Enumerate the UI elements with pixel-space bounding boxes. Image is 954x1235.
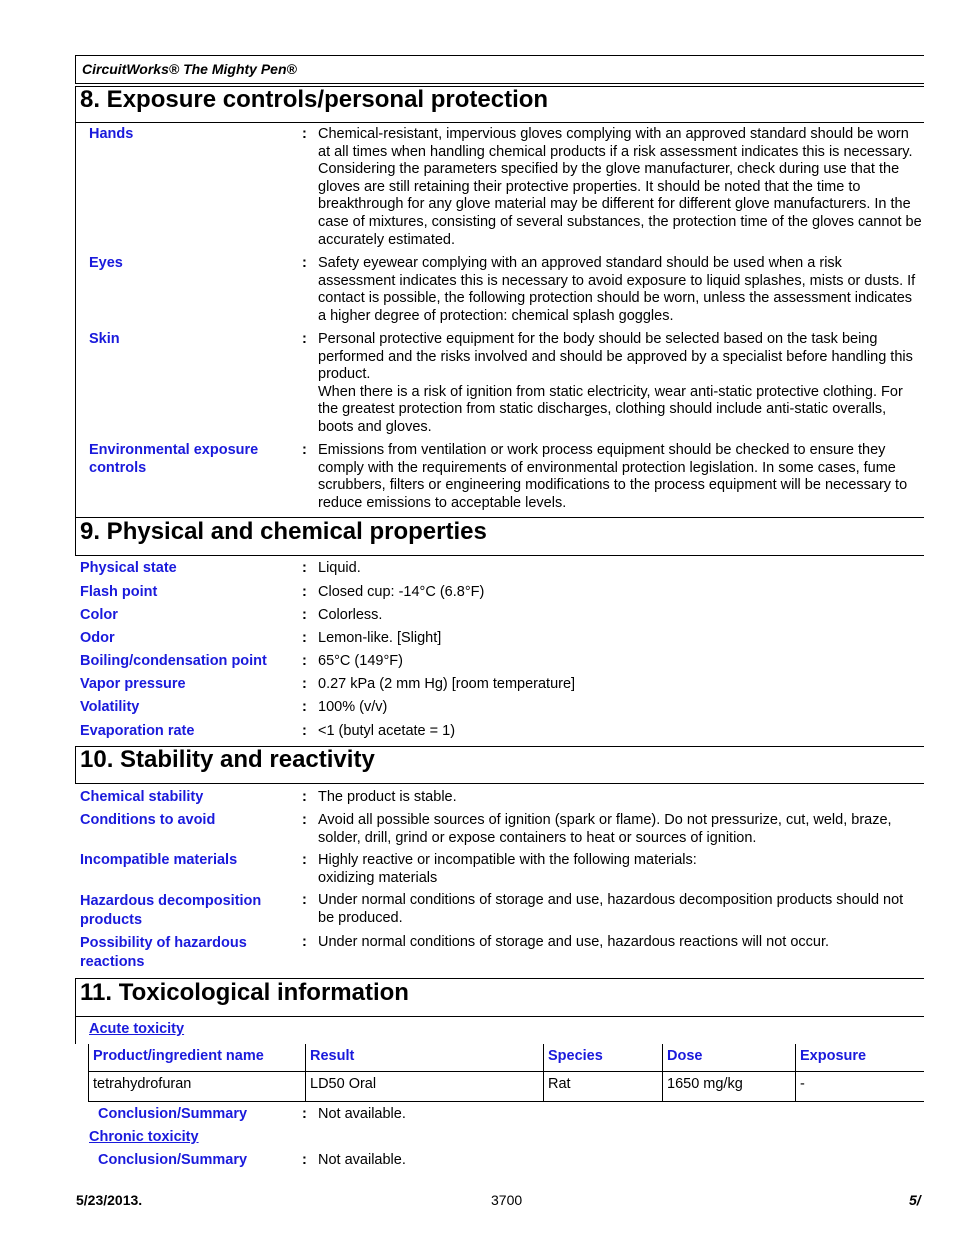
colon: : xyxy=(302,892,307,908)
value-color: Colorless. xyxy=(318,607,383,623)
colon: : xyxy=(302,1152,307,1168)
label-color: Color xyxy=(80,607,118,623)
value-incompatible-materials-part2: oxidizing materials xyxy=(318,869,438,886)
footer-code: 3700 xyxy=(491,1192,523,1208)
product-header xyxy=(75,55,924,84)
colon: : xyxy=(302,1106,307,1122)
value-hazardous-decomposition-products: Under normal conditions of storage and use, hazardous decomposition products should not be produced. xyxy=(318,892,904,926)
section-8-title: 8. Exposure controls/personal protection xyxy=(80,86,549,113)
colon: : xyxy=(302,676,307,692)
value-possibility-of-hazardous-reactions: Under normal conditions of storage and use, hazardous reactions will not occur. xyxy=(318,934,830,950)
value-evaporation-rate: <1 (butyl acetate = 1) xyxy=(318,723,456,739)
section-9-title: 9. Physical and chemical properties xyxy=(80,518,487,545)
colon: : xyxy=(302,852,307,868)
value-chronic-conclusion-summary: Not available. xyxy=(318,1152,406,1168)
acute-toxicity-table xyxy=(88,1044,924,1102)
product-name: CircuitWorks® The Mighty Pen® xyxy=(82,61,297,77)
table-header-cell: Dose xyxy=(663,1044,796,1072)
colon: : xyxy=(302,584,307,600)
colon: : xyxy=(302,723,307,739)
colon: : xyxy=(302,331,307,347)
label-conclusion-summary: Conclusion/Summary xyxy=(98,1106,248,1122)
table-cell: Rat xyxy=(544,1072,663,1102)
table-cell: LD50 Oral xyxy=(306,1072,544,1102)
value-volatility: 100% (v/v) xyxy=(318,699,388,715)
colon: : xyxy=(302,699,307,715)
section-11-title: 11. Toxicological information xyxy=(80,979,409,1006)
colon: : xyxy=(302,442,307,458)
section-11-header xyxy=(75,978,924,1017)
colon: : xyxy=(302,560,307,576)
value-physical-state: Liquid. xyxy=(318,560,361,576)
colon: : xyxy=(302,255,307,271)
section-8-header xyxy=(75,86,924,123)
value-hands: Chemical-resistant, impervious gloves complying with an approved standard should be worn at all times when handling chemical products if a risk assessment indicates this is necessary. Considering the parameters specified by the glove manufacturer, check during use that the gloves are still retaining their protective properties. It should be noted that the time to breakthrough for any glove material may be different for different glove manufacturers. In the case of mixtures, consisting of several substances, the protection time of the gloves cannot be accurately estimated. xyxy=(318,126,922,248)
table-cell: - xyxy=(796,1072,925,1102)
colon: : xyxy=(302,812,307,828)
section-8-left-border xyxy=(75,123,76,517)
value-eyes: Safety eyewear complying with an approved standard should be used when a risk assessment indicates this is necessary to avoid exposure to liquid splashes, mists or dusts. If contact is possible, the following protection should be worn, unless the assessment indicates a higher degree of protection: chemical splash goggles. xyxy=(318,255,916,324)
colon: : xyxy=(302,126,307,142)
label-skin: Skin xyxy=(89,331,120,347)
value-boiling-point: 65°C (149°F) xyxy=(318,653,403,669)
colon: : xyxy=(302,653,307,669)
label-physical-state: Physical state xyxy=(80,560,177,576)
section-10-title: 10. Stability and reactivity xyxy=(80,746,375,773)
label-incompatible-materials: Incompatible materials xyxy=(80,852,238,868)
colon: : xyxy=(302,789,307,805)
footer-page: 5/ xyxy=(909,1192,921,1208)
value-odor: Lemon-like. [Slight] xyxy=(318,630,442,646)
value-skin-part2: When there is a risk of ignition from static electricity, wear anti-static protective clothing. For the greatest protection from static discharges, clothing should include anti-static overalls, boots and gloves. xyxy=(318,383,903,435)
section-11-left-border xyxy=(75,1017,76,1044)
label-vapor-pressure: Vapor pressure xyxy=(80,676,186,692)
label-hands: Hands xyxy=(89,126,134,142)
label-hazardous-decomposition-products: Hazardous decomposition products xyxy=(80,893,262,928)
table-header-row xyxy=(89,1044,925,1072)
label-volatility: Volatility xyxy=(80,699,140,715)
table-header-cell: Species xyxy=(544,1044,663,1072)
label-flash-point: Flash point xyxy=(80,584,158,600)
value-environmental-exposure-controls: Emissions from ventilation or work process equipment should be checked to ensure they comply with the requirements of environmental protection legislation. In some cases, fume scrubbers, filters or engineering modifications to the process equipment will be necessary to reduce emissions to acceptable levels. xyxy=(318,442,908,511)
value-incompatible-materials xyxy=(318,852,922,887)
table-row xyxy=(89,1072,925,1102)
label-conditions-to-avoid: Conditions to avoid xyxy=(80,812,216,828)
label-chronic-conclusion-summary: Conclusion/Summary xyxy=(98,1152,248,1168)
label-possibility-of-hazardous-reactions: Possibility of hazardous reactions xyxy=(80,935,247,970)
value-flash-point: Closed cup: -14°C (6.8°F) xyxy=(318,584,485,600)
colon: : xyxy=(302,934,307,950)
value-skin-part1: Personal protective equipment for the body should be selected based on the task being performed and the risks involved and should be approved by a specialist before handling this product. xyxy=(318,331,913,383)
table-header-cell: Exposure xyxy=(796,1044,925,1072)
value-conditions-to-avoid: Avoid all possible sources of ignition (spark or flame). Do not pressurize, cut, weld, braze, solder, drill, grind or expose containers to heat or sources of ignition. xyxy=(318,812,892,846)
value-skin xyxy=(318,331,922,437)
section-10-header xyxy=(75,746,924,784)
label-environmental-exposure-controls: Environmental exposure controls xyxy=(89,442,259,476)
table-cell: 1650 mg/kg xyxy=(663,1072,796,1102)
label-evaporation-rate: Evaporation rate xyxy=(80,723,195,739)
value-conclusion-summary: Not available. xyxy=(318,1106,406,1122)
label-boiling-point: Boiling/condensation point xyxy=(80,653,267,669)
value-incompatible-materials-part1: Highly reactive or incompatible with the following materials: xyxy=(318,852,697,868)
table-cell: tetrahydrofuran xyxy=(89,1072,306,1102)
label-odor: Odor xyxy=(80,630,115,646)
chronic-toxicity-link[interactable]: Chronic toxicity xyxy=(89,1129,199,1145)
label-chemical-stability: Chemical stability xyxy=(80,789,204,805)
table-header-cell: Result xyxy=(306,1044,544,1072)
label-eyes: Eyes xyxy=(89,255,123,271)
table-header-cell: Product/ingredient name xyxy=(89,1044,306,1072)
footer-date: 5/23/2013. xyxy=(76,1192,143,1208)
colon: : xyxy=(302,630,307,646)
value-vapor-pressure: 0.27 kPa (2 mm Hg) [room temperature] xyxy=(318,676,576,692)
colon: : xyxy=(302,607,307,623)
value-chemical-stability: The product is stable. xyxy=(318,789,457,805)
acute-toxicity-link[interactable]: Acute toxicity xyxy=(89,1021,185,1037)
section-9-header xyxy=(75,517,924,556)
